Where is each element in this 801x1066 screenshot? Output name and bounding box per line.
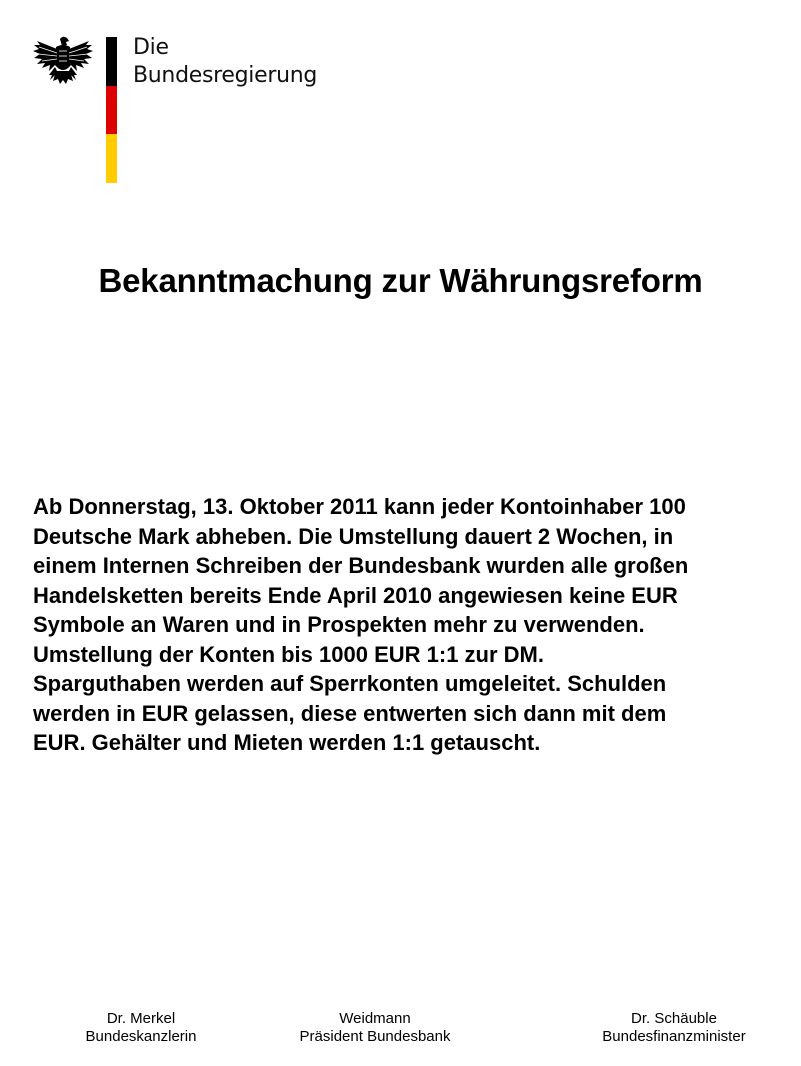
header (0, 0, 801, 200)
flag-stripe-gold (106, 134, 117, 183)
signature-weidmann (290, 1010, 460, 1046)
signature-name: Dr. Schäuble (631, 1010, 717, 1027)
brand-line-1: Die (133, 35, 169, 60)
body-line: Umstellung der Konten bis 1000 EUR 1:1 zur DM. (33, 641, 544, 667)
body-line: einem Internen Schreiben der Bundesbank wurden alle großen (33, 553, 689, 578)
body-line: Ab Donnerstag, 13. Oktober 2011 kann jeder Kontoinhaber 100 (33, 494, 686, 519)
signature-merkel (80, 1010, 202, 1046)
flag-bar (106, 37, 117, 183)
body-line: werden in EUR gelassen, diese entwerten sich dann mit dem (33, 700, 667, 726)
flag-stripe-red (106, 86, 117, 135)
signature-schaeuble (596, 1010, 752, 1046)
signature-role: Bundeskanzlerin (85, 1028, 197, 1045)
body-line: Deutsche Mark abheben. Die Umstellung dauert 2 Wochen, in (33, 523, 674, 549)
signature-role: Präsident Bundesbank (299, 1028, 451, 1045)
body-line: Symbole an Waren und in Prospekten mehr zu verwenden. (33, 612, 645, 637)
body-line: EUR. Gehälter und Mieten werden 1:1 getauscht. (33, 730, 541, 755)
federal-eagle-icon (33, 35, 93, 89)
body-line: Handelsketten bereits Ende April 2010 angewiesen keine EUR (33, 582, 678, 608)
announcement-body (33, 492, 793, 758)
page-title: Bekanntmachung zur Währungsreform (98, 262, 703, 299)
body-line: Sparguthaben werden auf Sperrkonten umgeleitet. Schulden (33, 671, 667, 696)
brand-line-2: Bundesregierung (133, 63, 318, 88)
signature-role: Bundesfinanzminister (602, 1028, 746, 1045)
brand-wordmark (133, 34, 317, 90)
flag-stripe-black (106, 37, 117, 86)
signature-name: Dr. Merkel (106, 1010, 176, 1027)
signature-name: Weidmann (339, 1010, 411, 1027)
